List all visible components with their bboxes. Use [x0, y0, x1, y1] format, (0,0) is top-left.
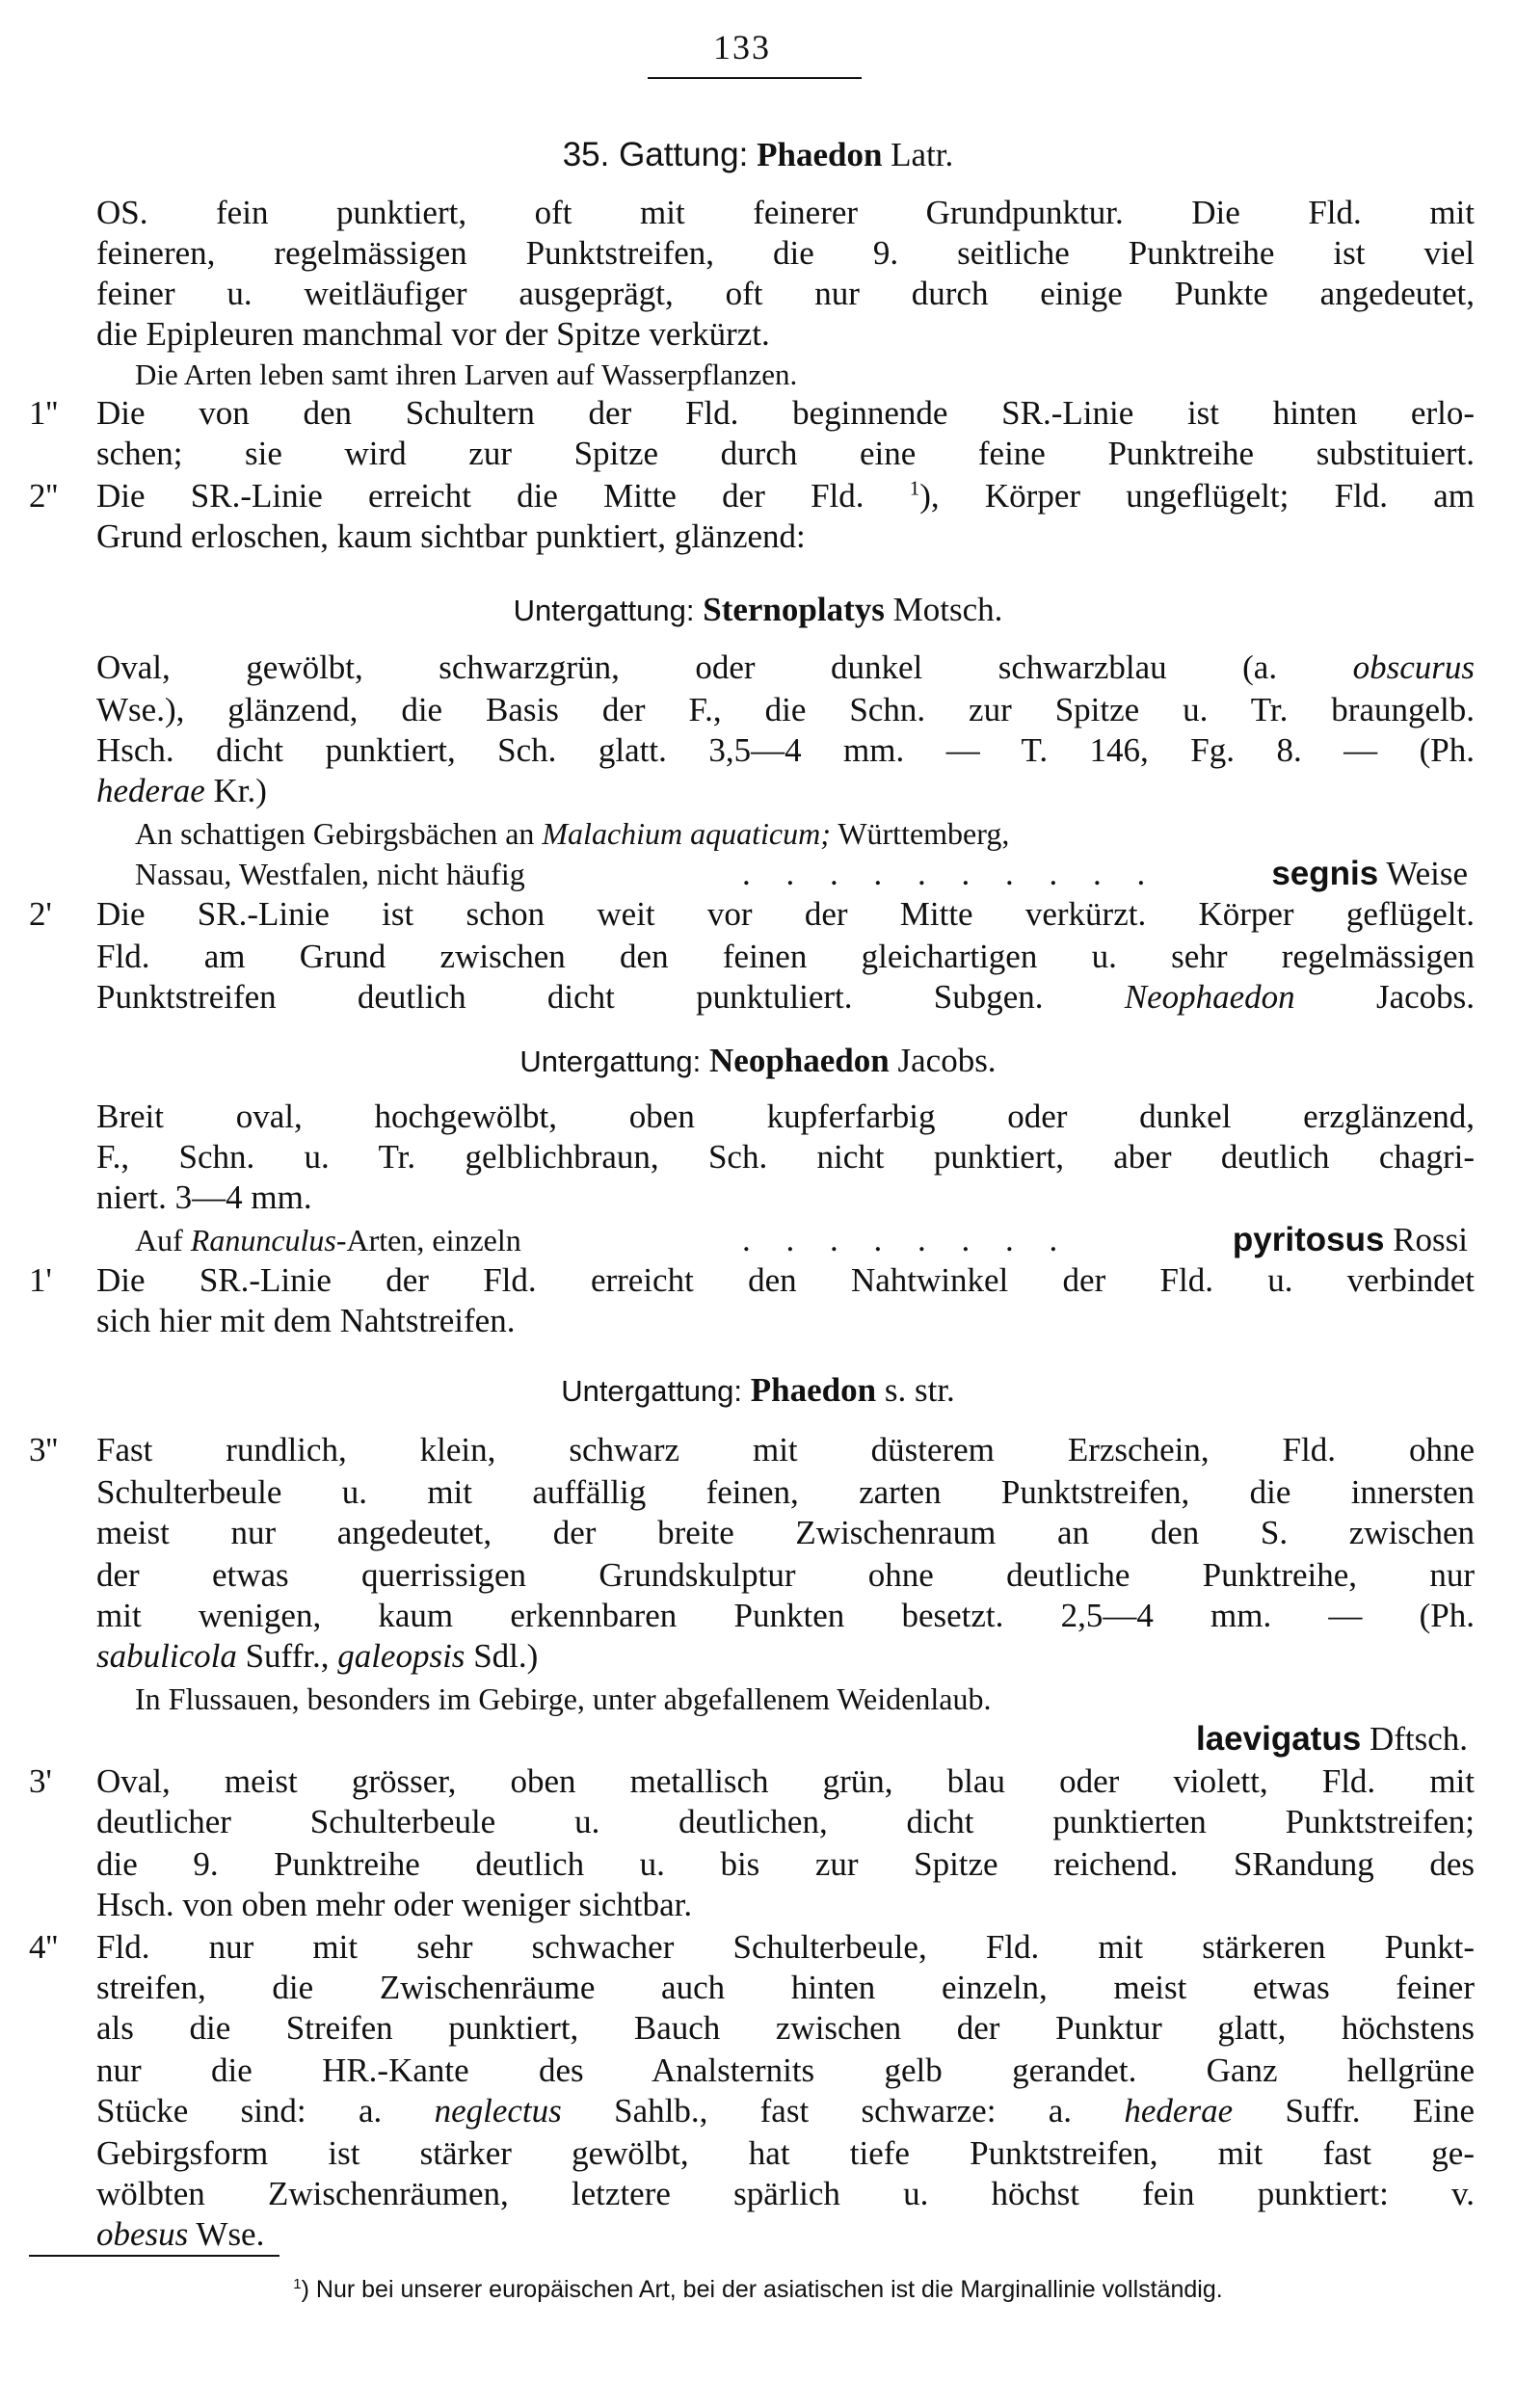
couplet-1pp-line: schen; sie wird zur Spitze durch eine feine Punktreihe substituiert. — [96, 435, 1475, 472]
couplet-4pp-line: als die Streifen punktiert, Bauch zwischen der Punktur glatt, höchstens — [96, 2009, 1475, 2047]
couplet-4pp-line: Gebirgsform ist stärker gewölbt, hat tiefe Punktstreifen, mit fast ge- — [96, 2134, 1475, 2172]
couplet-3p-line: die 9. Punktreihe deutlich u. bis zur Spitze reichend. SRandung des — [96, 1845, 1475, 1883]
footnote-rule — [29, 2255, 279, 2257]
footnote-marker: 1 — [293, 2276, 302, 2292]
species-name: segnis — [1271, 855, 1379, 892]
genus-author: Latr. — [891, 136, 954, 173]
description-line: Breit oval, hochgewölbt, oben kupferfarbig oder dunkel erzglänzend, — [96, 1098, 1475, 1135]
couplet-3pp-line: Schulterbeule u. mit auffällig feinen, zarten Punktstreifen, die innersten — [96, 1473, 1475, 1511]
footnote-ref: 1 — [909, 476, 920, 500]
subgenus-heading-phaedon: Untergattung: Phaedon s. str. — [561, 1371, 955, 1409]
couplet-2p: 2' Die SR.-Linie ist schon weit vor der Mitte verkürzt. Körper geflügelt. — [0, 892, 1516, 937]
habitat-line: An schattigen Gebirgsbächen an Malachium aquaticum; Württemberg, — [135, 816, 1010, 851]
intro-line: die Epipleuren manchmal vor der Spitze verkürzt. — [96, 315, 770, 353]
species-line-laevigatus: laevigatus Dftsch. — [1195, 1720, 1468, 1758]
leader-dots: . . . . . . . . . . — [742, 855, 1159, 892]
couplet-2pp-line: Grund erloschen, kaum sichtbar punktiert, glänzend: — [96, 517, 806, 555]
intro-line: feineren, regelmässigen Punktstreifen, die 9. seitliche Punktreihe ist viel — [96, 234, 1475, 272]
couplet-2p-line: Punktstreifen deutlich dicht punktuliert. Subgen. Neophaedon Jacobs. — [96, 978, 1476, 1016]
couplet-4pp: 4'' Fld. nur mit sehr schwacher Schulterbeule, Fld. mit stärkeren Punkt- — [0, 1925, 1516, 1970]
couplet-4pp-line: Stücke sind: a. neglectus Sahlb., fast schwarze: a. hederae Suffr. Eine — [96, 2092, 1476, 2130]
couplet-1p: 1' Die SR.-Linie der Fld. erreicht den Nahtwinkel der Fld. u. verbindet — [0, 1258, 1516, 1303]
subgenus-name: Sternoplatys — [703, 591, 885, 628]
genus-heading-prefix: 35. Gattung: — [562, 136, 749, 173]
couplet-4pp-line: wölbten Zwischenräumen, letztere spärlich u. höchst fein punktiert: v. — [96, 2175, 1475, 2212]
couplet-marker: 1' — [29, 1261, 52, 1299]
species-name: laevigatus — [1195, 1720, 1362, 1758]
couplet-4pp-line: streifen, die Zwischenräume auch hinten einzeln, meist etwas feiner — [96, 1969, 1475, 2006]
leader-dots: . . . . . . . . — [742, 1221, 1072, 1258]
description-line: F., Schn. u. Tr. gelblichbraun, Sch. nicht punktiert, aber deutlich chagri- — [96, 1138, 1475, 1176]
genus-heading — [0, 133, 1516, 177]
couplet-1p-line: sich hier mit dem Nahtstreifen. — [96, 1302, 516, 1339]
page-number: 133 — [713, 28, 771, 66]
subgenus-heading-sternoplatys: Untergattung: Sternoplatys Motsch. — [513, 591, 1003, 628]
couplet-3pp-line: mit wenigen, kaum erkennbaren Punkten besetzt. 2,5—4 mm. — (Ph. — [96, 1597, 1475, 1634]
habitat-line: In Flussauen, besonders im Gebirge, unter abgefallenem Weidenlaub. — [135, 1681, 992, 1716]
couplet-1pp: 1'' Die von den Schultern der Fld. beginnende SR.-Linie ist hinten erlo- — [0, 391, 1516, 436]
habitat-note: Die Arten leben samt ihren Larven auf Wasserpflanzen. — [135, 357, 798, 391]
couplet-3p-line: deutlicher Schulterbeule u. deutlichen, dicht punktierten Punktstreifen; — [96, 1803, 1475, 1840]
subgenus-name: Neophaedon — [709, 1042, 890, 1079]
footnote: $^1$) Nur bei unserer europäischen Art, bei der asiatischen ist die Marginallinie vollständig. — [293, 2276, 1223, 2303]
couplet-3pp-line: sabulicola Suffr., galeopsis Sdl.) — [96, 1637, 539, 1675]
description-line: hederae Kr.) — [96, 772, 267, 809]
couplet-2pp: 2'' Die SR.-Linie erreicht die Mitte der Fld. $^1$), Körper ungeflügelt; Fld. am — [0, 474, 1516, 518]
couplet-marker: 1'' — [29, 394, 59, 432]
subgenus-name: Phaedon — [750, 1371, 877, 1409]
couplet-3pp-line: meist nur angedeutet, der breite Zwischenraum an den S. zwischen — [96, 1514, 1475, 1551]
species-line-segnis: Nassau, Westfalen, nicht häufig . . . . . . . . . . segnis Weise — [0, 852, 1516, 896]
intro-line: OS. fein punktiert, oft mit feinerer Grundpunktur. Die Fld. mit — [96, 194, 1475, 231]
couplet-marker: 2' — [29, 895, 52, 933]
couplet-3pp: 3'' Fast rundlich, klein, schwarz mit düsterem Erzschein, Fld. ohne — [0, 1428, 1516, 1472]
page-number-rule — [648, 77, 862, 79]
couplet-4pp-line: obesus Wse. — [96, 2215, 265, 2253]
species-line-pyritosus: Auf Ranunculus-Arten, einzeln . . . . . . . . pyritosus Rossi — [0, 1218, 1516, 1262]
subgenus-heading-neophaedon: Untergattung: Neophaedon Jacobs. — [519, 1042, 997, 1079]
couplet-4pp-line: nur die HR.-Kante des Analsternits gelb gerandet. Ganz hellgrüne — [96, 2051, 1475, 2089]
couplet-3p: 3' Oval, meist grösser, oben metallisch grün, blau oder violett, Fld. mit — [0, 1760, 1516, 1804]
couplet-3pp-line: der etwas querrissigen Grundskulptur ohne deutliche Punktreihe, nur — [96, 1556, 1475, 1594]
description-line: Hsch. dicht punktiert, Sch. glatt. 3,5—4 mm. — T. 146, Fg. 8. — (Ph. — [96, 731, 1475, 769]
description-line: Wse.), glänzend, die Basis der F., die Schn. zur Spitze u. Tr. braungelb. — [96, 691, 1475, 728]
couplet-marker: 2'' — [29, 477, 59, 515]
couplet-marker: 3'' — [29, 1431, 59, 1469]
description-line: niert. 3—4 mm. — [96, 1178, 312, 1216]
couplet-2p-line: Fld. am Grund zwischen den feinen gleichartigen u. sehr regelmässigen — [96, 938, 1475, 975]
genus-name: Phaedon — [757, 136, 883, 173]
species-name: pyritosus — [1232, 1221, 1385, 1258]
couplet-marker: 3' — [29, 1762, 52, 1800]
couplet-3p-line: Hsch. von oben mehr oder weniger sichtbar. — [96, 1886, 693, 1923]
description-line: Oval, gewölbt, schwarzgrün, oder dunkel schwarzblau (a. obscurus — [96, 648, 1475, 686]
intro-line: feiner u. weitläufiger ausgeprägt, oft nur durch einige Punkte angedeutet, — [96, 275, 1475, 312]
couplet-marker: 4'' — [29, 1928, 59, 1966]
